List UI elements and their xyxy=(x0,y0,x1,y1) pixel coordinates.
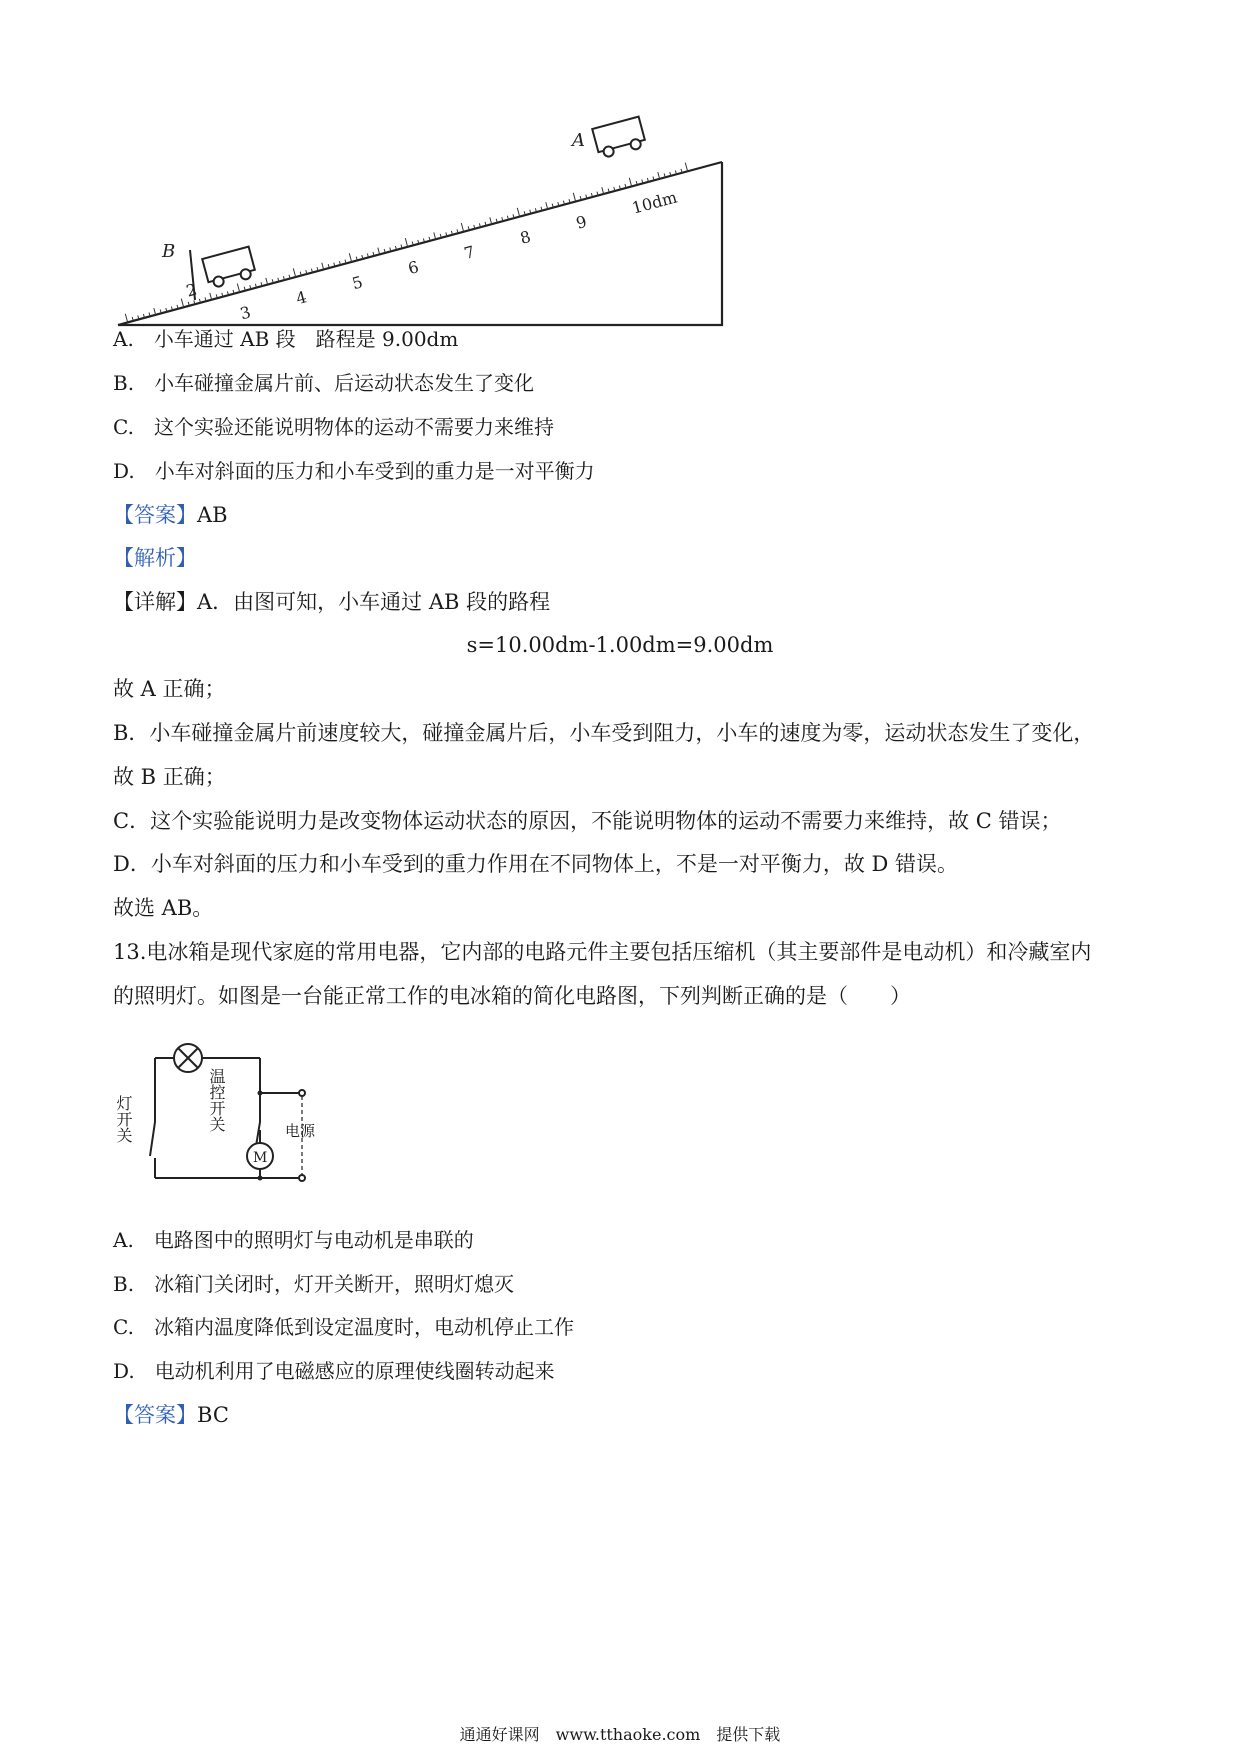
q12-analysis-tag: 【解析】 xyxy=(113,546,197,570)
scale-tick xyxy=(658,172,660,179)
q12-line-a-conclusion: 故 A 正确； xyxy=(113,677,226,701)
q12-option-b: B. 小车碰撞金属片前、后运动状态发生了变化 xyxy=(113,371,535,395)
page-footer: 通通好课网 www.tthaoke.com 提供下载 xyxy=(459,1725,781,1744)
q12-option-c: C. 这个实验还能说明物体的运动不需要力来维持 xyxy=(113,415,554,439)
scale-tick xyxy=(461,223,463,232)
car-a xyxy=(592,117,646,159)
q13-option-d: D. 电动机利用了电磁感应的原理使线圈转动起来 xyxy=(113,1359,555,1383)
scale-tick xyxy=(181,299,183,308)
scale-number: 3 xyxy=(237,302,253,324)
scale-tick xyxy=(490,217,492,224)
scale-tick xyxy=(349,253,351,262)
scale-tick xyxy=(434,233,436,240)
thermo-switch-label: 温控开关 xyxy=(207,1068,226,1132)
scale-tick xyxy=(405,238,407,247)
scale-tick xyxy=(685,163,687,172)
q12-detail: 【详解】A．由图可知，小车通过 AB 段的路程 xyxy=(113,590,551,614)
power-label: 电源 xyxy=(285,1122,316,1140)
scale-number: 2 xyxy=(184,279,199,301)
q12-line-final: 故选 AB。 xyxy=(113,896,214,920)
scale-tick xyxy=(125,314,127,323)
q12-line-b2: 故 B 正确； xyxy=(113,765,226,789)
scale-tick xyxy=(293,268,295,277)
scale-number: 5 xyxy=(349,272,365,294)
scale-number: 7 xyxy=(461,241,477,263)
q13-stem-line1: 13.电冰箱是现代家庭的常用电器，它内部的电路元件主要包括压缩机（其主要部件是电动机）和冷藏室内 xyxy=(113,940,1092,964)
q12-line-c: C．这个实验能说明力是改变物体运动状态的原因，不能说明物体的运动不需要力来维持，故 C 错误； xyxy=(113,809,1062,833)
q13-option-b: B. 冰箱门关闭时，灯开关断开，照明灯熄灭 xyxy=(113,1272,515,1296)
scale-number: 4 xyxy=(293,287,309,309)
q12-answer: 【答案】AB xyxy=(113,503,228,527)
scale-number: 10dm xyxy=(629,187,680,218)
q12-option-d: D. 小车对斜面的压力和小车受到的重力是一对平衡力 xyxy=(113,459,595,483)
q13-answer: 【答案】BC xyxy=(113,1403,229,1427)
scale-tick xyxy=(266,278,268,285)
car-a-label: A xyxy=(572,130,585,151)
scale-tick xyxy=(237,283,239,292)
scale-tick xyxy=(546,202,548,209)
q13-stem-line2: 的照明灯。如图是一台能正常工作的电冰箱的简化电路图，下列判断正确的是（ ） xyxy=(113,984,911,1008)
scale-number: 8 xyxy=(517,226,533,248)
incline-figure xyxy=(100,110,740,335)
q12-line-d: D．小车对斜面的压力和小车受到的重力作用在不同物体上，不是一对平衡力，故 D 错误。 xyxy=(113,852,959,876)
scale-tick xyxy=(517,208,519,217)
q12-option-a: A. 小车通过 AB 段 路程是 9.00dm xyxy=(113,327,459,351)
scale-tick xyxy=(573,193,575,202)
car-b-label: B xyxy=(162,241,176,262)
scale-number: 6 xyxy=(405,257,421,279)
q12-formula: s=10.00dm-1.00dm=9.00dm xyxy=(466,633,774,657)
q13-option-a: A. 电路图中的照明灯与电动机是串联的 xyxy=(113,1228,474,1252)
scale-number: 9 xyxy=(573,211,589,233)
scale-tick xyxy=(210,293,212,300)
scale-tick xyxy=(322,263,324,270)
scale-tick xyxy=(629,178,631,187)
scale-tick xyxy=(378,248,380,255)
q13-option-c: C. 冰箱内温度降低到设定温度时，电动机停止工作 xyxy=(113,1315,574,1339)
motor-label: M xyxy=(253,1150,268,1166)
light-switch-label: 灯开关 xyxy=(114,1095,133,1143)
scale-tick xyxy=(602,187,604,194)
car-b xyxy=(190,247,257,300)
q12-line-b1: B．小车碰撞金属片前速度较大，碰撞金属片后，小车受到阻力，小车的速度为零，运动状态发生了变化， xyxy=(113,721,1095,745)
scale-tick xyxy=(154,308,156,315)
